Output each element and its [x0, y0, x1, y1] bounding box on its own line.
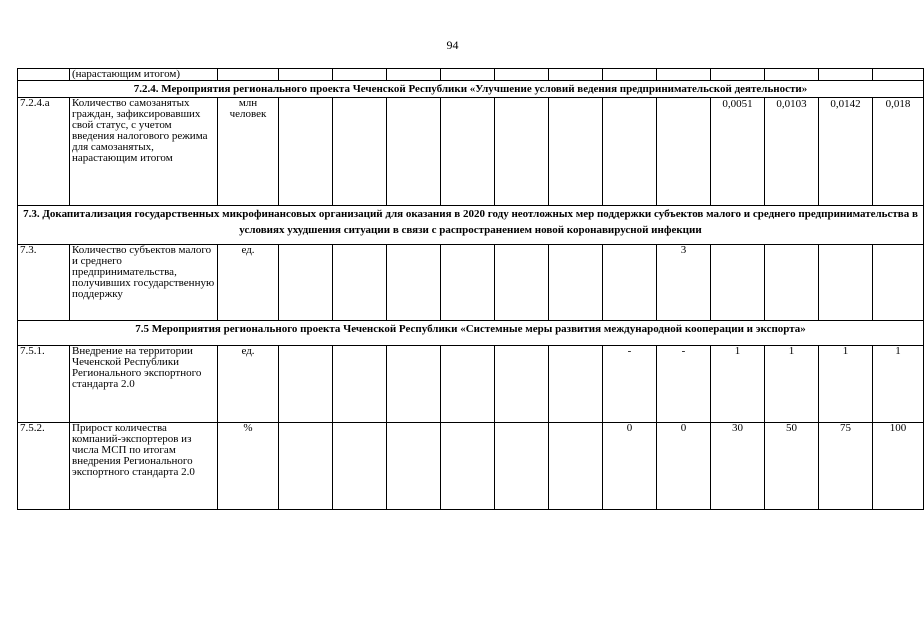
value-cell	[495, 245, 549, 321]
section-row	[18, 206, 924, 245]
value-cell	[441, 423, 495, 510]
value-cell	[333, 423, 387, 510]
value-cell: 1	[819, 346, 873, 423]
value-cell: 0,018	[873, 98, 924, 206]
indicators-table	[17, 68, 924, 510]
row-name: Внедрение на территории Чеченской Республики Регионального экспортного стандарта 2.0	[70, 346, 218, 423]
table-row	[18, 69, 924, 81]
table-row	[18, 423, 924, 510]
row-code: 7.2.4.а	[18, 98, 70, 206]
value-cell	[549, 69, 603, 81]
row-code: 7.5.1.	[18, 346, 70, 423]
value-cell	[711, 69, 765, 81]
value-cell	[549, 423, 603, 510]
value-cell	[279, 346, 333, 423]
value-cell: -	[657, 346, 711, 423]
section-row	[18, 81, 924, 98]
value-cell: 50	[765, 423, 819, 510]
value-cell	[495, 69, 549, 81]
section-row	[18, 321, 924, 346]
value-cell	[495, 346, 549, 423]
value-cell	[657, 98, 711, 206]
value-cell	[711, 245, 765, 321]
value-cell	[441, 346, 495, 423]
section-heading: 7.2.4. Мероприятия регионального проекта Чеченской Республики «Улучшение условий ведения предпринимательской деятельности»	[18, 81, 924, 98]
value-cell	[819, 69, 873, 81]
value-cell: 1	[765, 346, 819, 423]
value-cell: 100	[873, 423, 924, 510]
value-cell: 0,0103	[765, 98, 819, 206]
value-cell	[387, 346, 441, 423]
row-name: Количество самозанятых граждан, зафиксировавших свой статус, с учетом введения налогового режима для самозанятых, нарастающим итогом	[70, 98, 218, 206]
section-heading: 7.3. Докапитализация государственных микрофинансовых организаций для оказания в 2020 году неотложных мер поддержки субъектов малого и среднего предпринимательства в условиях ухудшения ситуации в связи с распространением новой коронавирусной инфекции	[18, 206, 924, 245]
page-number: 94	[446, 38, 459, 52]
value-cell	[603, 245, 657, 321]
value-cell	[279, 98, 333, 206]
value-cell: 1	[711, 346, 765, 423]
value-cell	[387, 98, 441, 206]
value-cell: 3	[657, 245, 711, 321]
value-cell: 30	[711, 423, 765, 510]
table-row	[18, 98, 924, 206]
value-cell	[603, 98, 657, 206]
value-cell: 0	[603, 423, 657, 510]
value-cell	[765, 69, 819, 81]
value-cell	[549, 245, 603, 321]
value-cell	[603, 69, 657, 81]
row-code	[18, 69, 70, 81]
value-cell	[387, 245, 441, 321]
value-cell	[333, 346, 387, 423]
value-cell: 0,0051	[711, 98, 765, 206]
value-cell	[441, 69, 495, 81]
row-name: Прирост количества компаний-экспортеров из числа МСП по итогам внедрения Регионального экспортного стандарта 2.0	[70, 423, 218, 510]
row-name: Количество субъектов малого и среднего предпринимательства, получивших государственную поддержку	[70, 245, 218, 321]
value-cell	[765, 245, 819, 321]
value-cell: 1	[873, 346, 924, 423]
value-cell	[279, 423, 333, 510]
value-cell	[873, 245, 924, 321]
value-cell	[441, 245, 495, 321]
value-cell	[333, 245, 387, 321]
value-cell	[873, 69, 924, 81]
value-cell	[333, 69, 387, 81]
value-cell: 75	[819, 423, 873, 510]
row-name: (нарастающим итогом)	[70, 69, 218, 81]
row-unit: ед.	[218, 245, 279, 321]
value-cell	[549, 98, 603, 206]
row-code: 7.5.2.	[18, 423, 70, 510]
table-row	[18, 346, 924, 423]
section-heading: 7.5 Мероприятия регионального проекта Чеченской Республики «Системные меры развития международной кооперации и экспорта»	[18, 321, 924, 346]
value-cell	[279, 245, 333, 321]
row-unit: млн человек	[218, 98, 279, 206]
value-cell	[333, 98, 387, 206]
value-cell	[495, 98, 549, 206]
table-row	[18, 245, 924, 321]
value-cell	[495, 423, 549, 510]
value-cell: 0,0142	[819, 98, 873, 206]
value-cell: 0	[657, 423, 711, 510]
value-cell: -	[603, 346, 657, 423]
row-unit: ед.	[218, 346, 279, 423]
value-cell	[657, 69, 711, 81]
value-cell	[549, 346, 603, 423]
value-cell	[819, 245, 873, 321]
row-code: 7.3.	[18, 245, 70, 321]
value-cell	[387, 423, 441, 510]
value-cell	[387, 69, 441, 81]
row-unit	[218, 69, 279, 81]
row-unit: %	[218, 423, 279, 510]
value-cell	[279, 69, 333, 81]
value-cell	[441, 98, 495, 206]
